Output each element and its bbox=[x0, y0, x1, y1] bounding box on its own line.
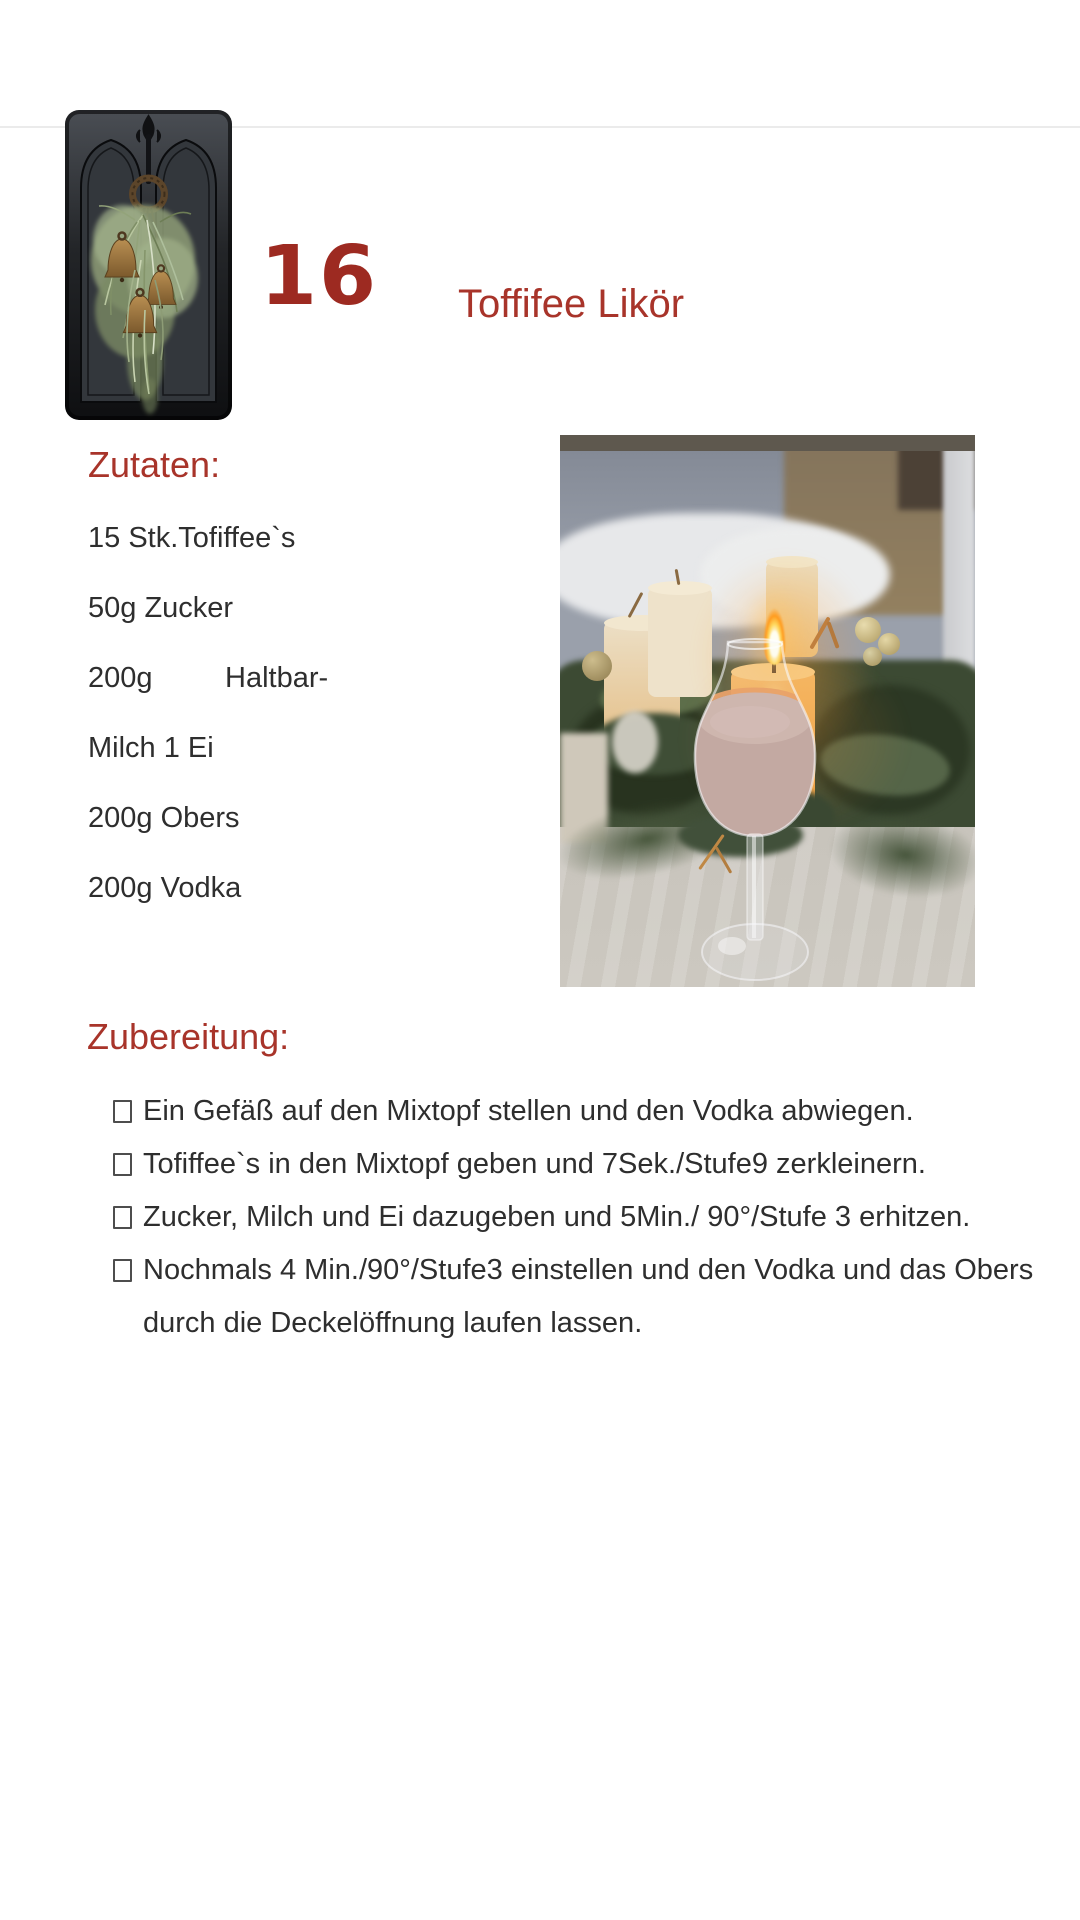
gold-bauble-left bbox=[582, 651, 612, 681]
ingredient-line: 200g Obers bbox=[88, 802, 240, 834]
preparation-steps bbox=[113, 1085, 1063, 1350]
ingredient-line: 15 Stk.Tofiffee`s bbox=[88, 522, 296, 554]
checkbox-icon bbox=[113, 1153, 132, 1176]
recipe-number: 16 bbox=[260, 229, 379, 324]
ingredient-line: 200g Vodka bbox=[88, 872, 242, 904]
checkbox-icon bbox=[113, 1100, 132, 1123]
glass-foot-sparkle bbox=[718, 937, 746, 955]
dried-flower bbox=[612, 711, 658, 773]
step-text: Zucker, Milch und Ei dazugeben und 5Min./ 90°/Stufe 3 erhitzen. bbox=[143, 1201, 971, 1233]
step-row bbox=[113, 1085, 1063, 1138]
ingredient-line: 50g Zucker bbox=[88, 592, 234, 624]
gold-bauble bbox=[855, 617, 881, 643]
ingredient-line: 200g Haltbar- bbox=[88, 662, 329, 694]
photo-window-frame bbox=[560, 435, 975, 451]
door-decoration-image bbox=[65, 110, 232, 420]
step-row bbox=[113, 1244, 1063, 1350]
step-text: Nochmals 4 Min./90°/Stufe3 einstellen und den Vodka und das Obers durch die Deckelöffnung laufen lassen. bbox=[143, 1254, 1034, 1339]
glass-stem-highlight bbox=[752, 836, 756, 938]
step-row bbox=[113, 1138, 1063, 1191]
gold-bauble bbox=[863, 647, 882, 666]
ingredients-heading: Zutaten: bbox=[88, 444, 221, 485]
glass-bowl bbox=[695, 642, 815, 836]
step-row bbox=[113, 1191, 1063, 1244]
door-decoration-graphic bbox=[65, 110, 232, 420]
preparation-heading: Zubereitung: bbox=[87, 1016, 290, 1057]
checkbox-icon bbox=[113, 1206, 132, 1229]
step-text: Ein Gefäß auf den Mixtopf stellen und den Vodka abwiegen. bbox=[143, 1095, 914, 1127]
ingredient-line: Milch 1 Ei bbox=[88, 732, 214, 764]
step-text: Tofiffee`s in den Mixtopf geben und 7Sek./Stufe9 zerkleinern. bbox=[143, 1148, 926, 1180]
gold-bauble bbox=[878, 633, 900, 655]
liqueur-glass bbox=[690, 638, 820, 983]
glass-foot bbox=[702, 924, 808, 980]
result-photo bbox=[560, 435, 975, 987]
checkbox-icon bbox=[113, 1259, 132, 1282]
recipe-title: Toffifee Likör bbox=[458, 282, 685, 326]
